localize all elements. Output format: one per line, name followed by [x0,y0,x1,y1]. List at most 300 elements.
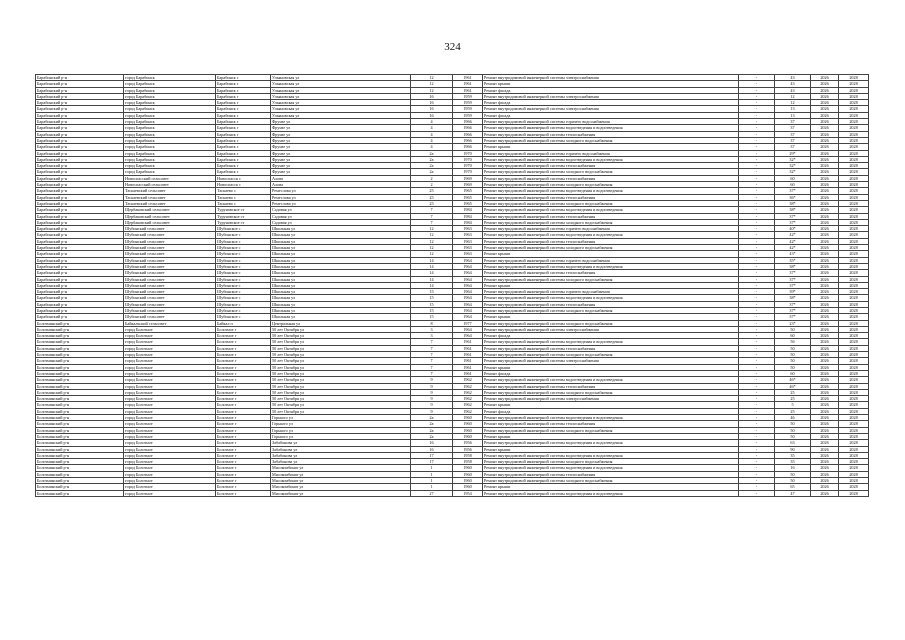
cell-work-type: Ремонт внутридомовой инженерной системы холодного водоснабжения [483,320,739,326]
cell-work-type: Ремонт внутридомовой инженерной системы горячего водоснабжения [483,257,739,263]
cell-street: Ульяновская ул [271,93,411,99]
cell-dash: - [739,440,775,446]
cell-settlement: Барабинск г [216,81,271,87]
cell-district: Барабинский р-н [36,282,124,288]
cell-work-type: Ремонт внутридомовой инженерной системы холодного водоснабжения [483,137,739,143]
cell-year-start: 2026 [811,358,839,364]
cell-year-end: 2028 [839,200,869,206]
cell-settlement: Болотное г [216,345,271,351]
cell-work-type: Ремонт внутридомовой инженерной системы горячего водоснабжения [483,119,739,125]
cell-work-type: Ремонт крыши [483,433,739,439]
cell-street: Мясокомбинат ул [271,484,411,490]
cell-settlement: Барабинск г [216,144,271,150]
cell-district: Барабинский р-н [36,75,124,81]
cell-house-number: 27 [411,490,453,496]
cell-street: Мясокомбинат ул [271,478,411,484]
cell-settlement: Туруновское ст [216,213,271,219]
cell-district: Болотнинский р-н [36,421,124,427]
cell-build-year: 1965 [453,200,483,206]
cell-district: Болотнинский р-н [36,471,124,477]
cell-house-number: 1 [411,478,453,484]
cell-street: Алова [271,175,411,181]
cell-cost: 42* [775,232,811,238]
cell-build-year: 1966 [453,125,483,131]
cell-street: Ремеслова ул [271,200,411,206]
cell-dash: - [739,175,775,181]
cell-build-year: 1963 [453,226,483,232]
cell-district: Барабинский р-н [36,87,124,93]
cell-year-start: 2026 [811,452,839,458]
cell-settlement: Болотное г [216,465,271,471]
cell-cost: 42* [775,238,811,244]
cell-district: Барабинский р-н [36,119,124,125]
cell-settlement: Болотное г [216,396,271,402]
cell-dash: - [739,314,775,320]
cell-house-number: 8 [411,320,453,326]
cell-year-start: 2026 [811,270,839,276]
cell-year-end: 2028 [839,263,869,269]
cell-street: Горького ул [271,421,411,427]
cell-house-number: 7 [411,345,453,351]
cell-dash: - [739,421,775,427]
cell-dash: - [739,156,775,162]
cell-house-number: 12 [411,81,453,87]
cell-municipality: город Болотное [124,408,216,414]
cell-house-number: 14 [411,270,453,276]
cell-year-end: 2028 [839,402,869,408]
cell-year-start: 2026 [811,295,839,301]
cell-year-start: 2026 [811,446,839,452]
cell-district: Болотнинский р-н [36,459,124,465]
cell-municipality: Шубинский сельсовет [124,307,216,313]
cell-year-end: 2028 [839,446,869,452]
cell-year-end: 2028 [839,440,869,446]
cell-dash: - [739,415,775,421]
repair-schedule-table [35,74,869,497]
cell-dash: - [739,471,775,477]
cell-municipality: Шубинский сельсовет [124,263,216,269]
cell-year-start: 2026 [811,169,839,175]
cell-dash: - [739,81,775,87]
cell-cost: 42* [775,245,811,251]
cell-work-type: Ремонт внутридомовой инженерной системы теплоснабжения [483,471,739,477]
cell-dash: - [739,144,775,150]
cell-settlement: Шубинское с [216,301,271,307]
cell-municipality: Таскаевский сельсовет [124,194,216,200]
cell-year-end: 2028 [839,270,869,276]
cell-cost: 46* [775,377,811,383]
cell-municipality: город Болотное [124,377,216,383]
cell-street: 50 лет Октября ул [271,402,411,408]
cell-year-start: 2026 [811,415,839,421]
cell-district: Болотнинский р-н [36,408,124,414]
cell-work-type: Ремонт внутридомовой инженерной системы теплоснабжения [483,301,739,307]
cell-dash: - [739,446,775,452]
cell-house-number: 9 [411,408,453,414]
cell-work-type: Ремонт внутридомовой инженерной системы теплоснабжения [483,345,739,351]
cell-build-year: 1961 [453,75,483,81]
cell-dash: - [739,219,775,225]
cell-build-year: 1954 [453,490,483,496]
cell-settlement: Шубинское с [216,289,271,295]
cell-municipality: город Барабинск [124,81,216,87]
cell-municipality: Шубинский сельсовет [124,301,216,307]
cell-house-number: 12 [411,87,453,93]
cell-dash: - [739,100,775,106]
cell-build-year: 1966 [453,131,483,137]
cell-year-end: 2028 [839,150,869,156]
cell-build-year: 1966 [453,119,483,125]
cell-street: Школьная ул [271,307,411,313]
cell-cost: 38* [775,207,811,213]
cell-municipality: город Болотное [124,465,216,471]
cell-district: Болотнинский р-н [36,484,124,490]
cell-cost: 43 [775,87,811,93]
cell-dash: - [739,452,775,458]
cell-work-type: Ремонт фасада [483,112,739,118]
cell-settlement: Болотное г [216,446,271,452]
cell-house-number: 4 [411,125,453,131]
cell-municipality: город Болотное [124,333,216,339]
cell-settlement: Барабинск г [216,169,271,175]
cell-cost: 16 [775,465,811,471]
cell-build-year: 1970 [453,150,483,156]
cell-year-end: 2028 [839,478,869,484]
cell-work-type: Ремонт внутридомовой инженерной системы водоотведения и водоотведения [483,125,739,131]
cell-municipality: Шубинский сельсовет [124,238,216,244]
cell-build-year: 1966 [453,137,483,143]
cell-year-end: 2028 [839,144,869,150]
cell-municipality: город Болотное [124,389,216,395]
cell-municipality: город Болотное [124,345,216,351]
cell-year-end: 2028 [839,471,869,477]
cell-cost: 60 [775,175,811,181]
cell-work-type: Ремонт фасада [483,87,739,93]
cell-work-type: Ремонт внутридомовой инженерной системы водоотведения и водоотведения [483,490,739,496]
cell-cost: 37* [775,270,811,276]
cell-dash: - [739,490,775,496]
cell-build-year: 1961 [453,358,483,364]
cell-settlement: Болотное г [216,427,271,433]
cell-house-number: 12 [411,226,453,232]
cell-work-type: Ремонт внутридомовой инженерной системы водоотведения и водоотведения [483,465,739,471]
cell-year-end: 2028 [839,112,869,118]
cell-municipality: город Барабинск [124,75,216,81]
cell-work-type: Ремонт внутридомовой инженерной системы холодного водоснабжения [483,427,739,433]
cell-district: Барабинский р-н [36,100,124,106]
cell-work-type: Ремонт крыши [483,81,739,87]
cell-build-year: 1959 [453,100,483,106]
cell-year-start: 2026 [811,339,839,345]
cell-cost: 50 [775,433,811,439]
cell-street: Ульяновская ул [271,112,411,118]
cell-settlement: Туруновское ст [216,207,271,213]
cell-year-end: 2028 [839,364,869,370]
cell-cost: 50 [775,427,811,433]
cell-street: Забабонова ул [271,459,411,465]
cell-street: Фрунзе ул [271,119,411,125]
cell-build-year: 1970 [453,163,483,169]
cell-year-end: 2028 [839,396,869,402]
page-number: 324 [444,41,461,53]
cell-street: 50 лет Октября ул [271,364,411,370]
cell-settlement: Шубинское с [216,245,271,251]
cell-year-start: 2026 [811,232,839,238]
cell-street: Школьная ул [271,245,411,251]
cell-work-type: Ремонт внутридомовой инженерной системы горячего водоснабжения [483,150,739,156]
cell-municipality: Шубинский сельсовет [124,314,216,320]
cell-build-year: 1964 [453,270,483,276]
cell-year-end: 2028 [839,276,869,282]
cell-year-end: 2028 [839,383,869,389]
cell-work-type: Ремонт внутридомовой инженерной системы водоотведения и водоотведения [483,377,739,383]
cell-year-start: 2026 [811,182,839,188]
cell-dash: - [739,295,775,301]
cell-year-start: 2026 [811,163,839,169]
cell-municipality: город Барабинск [124,87,216,93]
cell-cost: 36* [775,194,811,200]
cell-year-start: 2026 [811,100,839,106]
cell-district: Барабинский р-н [36,238,124,244]
cell-dash: - [739,383,775,389]
cell-build-year: 1960 [453,465,483,471]
cell-district: Болотнинский р-н [36,490,124,496]
cell-settlement: Барабинск г [216,87,271,93]
cell-cost: 46* [775,383,811,389]
cell-house-number: 17 [411,452,453,458]
cell-cost: 50 [775,478,811,484]
cell-district: Барабинский р-н [36,289,124,295]
cell-dash: - [739,150,775,156]
cell-work-type: Ремонт крыши [483,251,739,257]
cell-build-year: 1963 [453,238,483,244]
cell-year-end: 2028 [839,490,869,496]
cell-street: Школьная ул [271,232,411,238]
cell-street: Мясокомбинат ул [271,490,411,496]
cell-year-start: 2026 [811,81,839,87]
cell-settlement: Шубинское с [216,307,271,313]
cell-district: Болотнинский р-н [36,377,124,383]
cell-year-start: 2026 [811,75,839,81]
cell-cost: 50 [775,471,811,477]
cell-district: Барабинский р-н [36,163,124,169]
cell-street: 50 лет Октября ул [271,408,411,414]
cell-build-year: 1964 [453,314,483,320]
cell-cost: 35* [775,257,811,263]
cell-settlement: Болотное г [216,459,271,465]
cell-street: Школьная ул [271,282,411,288]
cell-house-number: 1 [411,471,453,477]
cell-municipality: город Болотное [124,358,216,364]
cell-year-start: 2026 [811,408,839,414]
cell-work-type: Ремонт фасада [483,408,739,414]
cell-settlement: Барабинск г [216,106,271,112]
cell-settlement: Барабинск г [216,137,271,143]
cell-dash: - [739,106,775,112]
cell-year-end: 2028 [839,213,869,219]
cell-work-type: Ремонт внутридомовой инженерной системы холодного водоснабжения [483,307,739,313]
cell-district: Болотнинский р-н [36,370,124,376]
cell-year-start: 2026 [811,427,839,433]
cell-dash: - [739,131,775,137]
cell-build-year: 1964 [453,263,483,269]
cell-cost: 12 [775,100,811,106]
cell-municipality: город Барабинск [124,100,216,106]
cell-year-end: 2028 [839,352,869,358]
cell-house-number: 2 [411,175,453,181]
cell-cost: 65 [775,484,811,490]
cell-cost: 37 [775,131,811,137]
cell-year-end: 2028 [839,119,869,125]
cell-municipality: город Барабинск [124,163,216,169]
cell-dash: - [739,245,775,251]
cell-house-number: 2а [411,169,453,175]
cell-year-start: 2026 [811,320,839,326]
cell-municipality: Таскаевский сельсовет [124,200,216,206]
cell-street: 50 лет Октября ул [271,352,411,358]
cell-work-type: Ремонт крыши [483,314,739,320]
cell-year-end: 2028 [839,377,869,383]
cell-settlement: Таскаево с [216,188,271,194]
cell-year-start: 2026 [811,383,839,389]
cell-dash: - [739,194,775,200]
cell-district: Барабинский р-н [36,301,124,307]
cell-settlement: Болотное г [216,326,271,332]
cell-year-start: 2026 [811,137,839,143]
cell-dash: - [739,345,775,351]
cell-district: Болотнинский р-н [36,396,124,402]
cell-year-start: 2026 [811,93,839,99]
cell-house-number: 15 [411,295,453,301]
cell-district: Болотнинский р-н [36,339,124,345]
cell-street: Фрунзе ул [271,150,411,156]
cell-year-start: 2026 [811,131,839,137]
cell-build-year: 1960 [453,433,483,439]
cell-year-start: 2026 [811,484,839,490]
cell-year-end: 2028 [839,251,869,257]
cell-district: Барабинский р-н [36,207,124,213]
cell-build-year: 1966 [453,144,483,150]
cell-street: 50 лет Октября ул [271,326,411,332]
cell-year-start: 2026 [811,251,839,257]
cell-settlement: Болотное г [216,333,271,339]
cell-year-end: 2028 [839,326,869,332]
cell-work-type: Ремонт внутридомовой инженерной системы водоотведения и водоотведения [483,263,739,269]
cell-settlement: Болотное г [216,364,271,370]
cell-house-number: 7 [411,339,453,345]
cell-cost: 37* [775,314,811,320]
cell-district: Барабинский р-н [36,314,124,320]
cell-year-start: 2026 [811,307,839,313]
cell-build-year: 1960 [453,471,483,477]
cell-work-type: Ремонт внутридомовой инженерной системы водоотведения и водоотведения [483,207,739,213]
cell-year-start: 2026 [811,433,839,439]
cell-house-number: 16 [411,112,453,118]
cell-street: Фрунзе ул [271,163,411,169]
cell-work-type: Ремонт внутридомовой инженерной системы теплоснабжения [483,194,739,200]
cell-street: Садовая ул [271,207,411,213]
cell-municipality: город Болотное [124,490,216,496]
cell-year-start: 2026 [811,213,839,219]
cell-year-end: 2028 [839,219,869,225]
cell-settlement: Барабинск г [216,125,271,131]
cell-year-end: 2028 [839,307,869,313]
cell-cost: 50 [775,364,811,370]
cell-settlement: Болотное г [216,370,271,376]
cell-house-number: 7 [411,370,453,376]
cell-year-end: 2028 [839,188,869,194]
cell-municipality: город Барабинск [124,125,216,131]
cell-year-end: 2028 [839,257,869,263]
cell-municipality: Байкальский сельсовет [124,320,216,326]
cell-build-year: 1984 [453,213,483,219]
cell-street: Фрунзе ул [271,144,411,150]
cell-municipality: город Болотное [124,459,216,465]
cell-year-end: 2028 [839,339,869,345]
cell-municipality: город Болотное [124,383,216,389]
cell-street: Ремеслова ул [271,188,411,194]
cell-work-type: Ремонт внутридомовой инженерной системы холодного водоснабжения [483,276,739,282]
cell-work-type: Ремонт крыши [483,282,739,288]
cell-settlement: Болотное г [216,358,271,364]
cell-work-type: Ремонт крыши [483,402,739,408]
cell-year-start: 2026 [811,119,839,125]
cell-district: Болотнинский р-н [36,446,124,452]
cell-house-number: 16 [411,93,453,99]
cell-municipality: город Барабинск [124,144,216,150]
cell-dash: - [739,433,775,439]
cell-year-start: 2026 [811,175,839,181]
cell-settlement: Болотное г [216,440,271,446]
cell-year-end: 2028 [839,75,869,81]
cell-cost: 38* [775,200,811,206]
cell-house-number: 7 [411,207,453,213]
cell-district: Болотнинский р-н [36,333,124,339]
cell-settlement: Барабинск г [216,163,271,169]
cell-district: Барабинский р-н [36,213,124,219]
cell-work-type: Ремонт внутридомовой инженерной системы электроснабжения [483,326,739,332]
cell-year-start: 2026 [811,301,839,307]
cell-work-type: Ремонт крыши [483,144,739,150]
cell-municipality: Щербаковский сельсовет [124,219,216,225]
cell-dash: - [739,333,775,339]
cell-year-end: 2028 [839,163,869,169]
cell-settlement: Новоспасск с [216,175,271,181]
cell-work-type: Ремонт внутридомовой инженерной системы холодного водоснабжения [483,182,739,188]
cell-build-year: 1984 [453,219,483,225]
cell-build-year: 1964 [453,301,483,307]
cell-dash: - [739,427,775,433]
cell-municipality: город Болотное [124,433,216,439]
cell-cost: 13 [775,112,811,118]
cell-settlement: Барабинск г [216,75,271,81]
cell-settlement: Шубинское с [216,295,271,301]
cell-municipality: город Барабинск [124,119,216,125]
cell-year-start: 2026 [811,144,839,150]
cell-cost: 46 [775,415,811,421]
cell-district: Болотнинский р-н [36,433,124,439]
cell-build-year: 1961 [453,81,483,87]
cell-municipality: Шубинский сельсовет [124,276,216,282]
cell-year-start: 2026 [811,465,839,471]
cell-cost: 60 [775,333,811,339]
cell-settlement: Болотное г [216,433,271,439]
cell-district: Барабинский р-н [36,219,124,225]
cell-settlement: Шубинское с [216,257,271,263]
cell-cost: 37 [775,119,811,125]
cell-year-start: 2026 [811,188,839,194]
cell-house-number: 9 [411,377,453,383]
